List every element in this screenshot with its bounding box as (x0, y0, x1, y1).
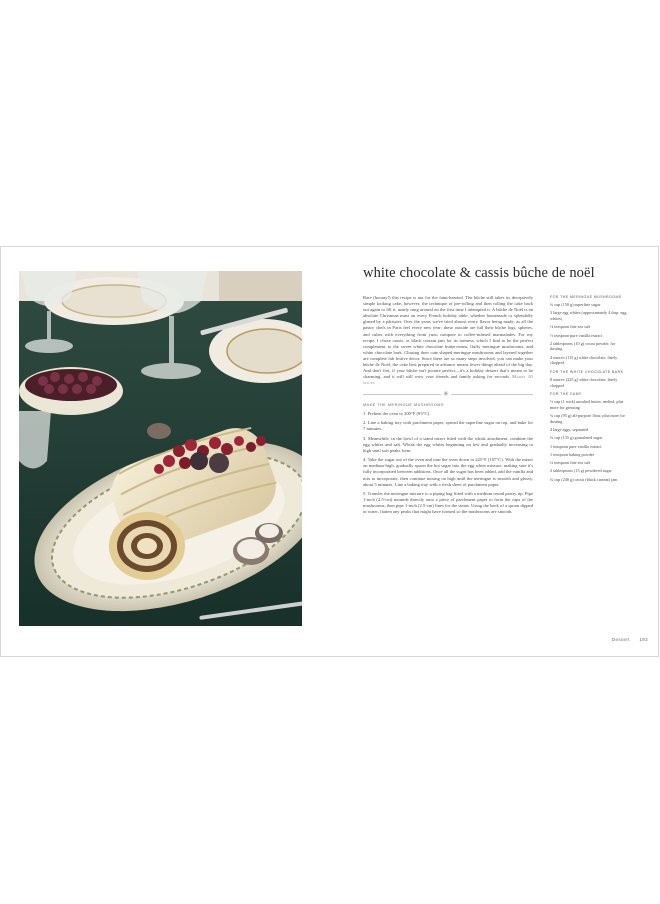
recipe-intro (363, 295, 533, 386)
recipe-body (363, 295, 533, 519)
ingredient-item: ¾ cup (95 g) all-purpose flour, plus more for dusting (550, 413, 625, 424)
ingredient-group (550, 370, 628, 388)
ingredient-item: 3 large egg whites (approximately 4 tbsp. egg whites) (550, 310, 627, 321)
ingredients-column (550, 295, 628, 486)
ingredient-item: ½ cup (1 stick) unsalted butter, melted, plus more for greasing (550, 399, 624, 410)
ingredient-group-heading: FOR THE CAKE (550, 392, 582, 397)
ingredient-item: ¾ cup (135 g) granulated sugar (550, 435, 603, 441)
ingredient-group-heading: FOR THE WHITE CHOCOLATE BARK (550, 369, 624, 374)
recipe-photo (19, 271, 302, 626)
step: 4. Take the sugar out of the oven and turn the oven down to 225°F (107°C). With the mixer on medium-high, gradually spoon the hot sugar into the egg white mixture, making sure it's fully incorporated between additions. Once all the sugar has been added, add the vanilla and mix to incorporate, then continue mixing on high until the meringue is smooth and glossy, about 5 minutes. Line a baking tray with a fresh sheet of parchment paper. (363, 457, 533, 487)
ingredient-item: 4 ounces (115 g) white chocolate, finely chopped (550, 354, 618, 366)
ingredient-item: 4 large eggs, separated (550, 427, 589, 432)
step: 2. Line a baking tray with parchment paper, spread the superfine sugar on top, and bake for 7 minutes. (363, 420, 533, 432)
ingredient-group (550, 295, 628, 366)
ingredient-group-heading: FOR THE MERINGUE MUSHROOMS (550, 295, 622, 299)
ingredient-item: ½ teaspoon pure vanilla extract (550, 332, 603, 338)
section-divider (363, 390, 533, 398)
ingredient-item: ¾ cup (240 g) cassis (black currant) jam (550, 476, 618, 482)
ingredient-item: 1 teaspoon baking powder (550, 451, 595, 457)
ingredient-item: ¼ teaspoon fine sea salt (550, 460, 590, 466)
footer-section-label: Dessert (611, 637, 630, 642)
book-spread (0, 246, 659, 657)
step: 1. Preheat the oven to 200°F (93°C). (363, 410, 431, 416)
ingredient-item: 2 tablespoons (15 g) powdered sugar (550, 468, 612, 474)
section-heading: MAKE THE MERINGUE MUSHROOMS (363, 402, 444, 407)
asterisk-ornament-icon: ✳ (443, 389, 449, 398)
page-number: 193 (639, 637, 648, 642)
intro-text: Rare (hooray!) this recipe is not for the faint-hearted. The bûche still takes its deceptively simple looking cake, however, the technique of pre-rolling and then rolling the cake back out again to fill it, neatly rung around on the first time I attempted it. A bûche de Noël is an absolute Christmas must on every French holiday table, whether homemade or splendidly glazed by a pâtissier. Over the years we've tried almost every flavor being made, as all the pastry chefs in Paris feel every new year; these outside are full their bûche logs, spheres, and cubes with everything from yuzu compote to coffee-infused marmalades. For my recipe, I chose cassis, or black currant jam for its tartness, which I find to be the perfect complement to the sweet white chocolate buttercream, fluffy meringue mushrooms, and white chocolate bark. Chasing their cute shaped meringue mushrooms and layered together are complete fab festive decor. Since there are so many steps involved, you can make your bûche de Noël; the cake best prepared in advance means fewer things ahead of the big day. And don't fret, if your bûche isn't picture perfect—it's a holiday dessert that's meant to be charming, and it will still wow your friends and family asking for seconds. (363, 295, 533, 380)
recipe-title: white chocolate & cassis bûche de noël (363, 265, 595, 281)
ingredient-item: ¾ cup (150 g) superfine sugar (550, 302, 601, 308)
page-footer (604, 637, 648, 642)
buche-de-noel-image (19, 271, 302, 626)
ingredient-item: 1 teaspoon pure vanilla extract (550, 443, 602, 449)
ingredient-item: 2 tablespoons (10 g) cocoa powder, for dusting (550, 340, 616, 352)
ingredient-item: ⅛ teaspoon fine sea salt (550, 324, 590, 330)
yield-note: Makes 10 slices (363, 374, 534, 386)
ingredient-item: 8 ounces (225 g) white chocolate, finely chopped (550, 376, 618, 388)
step: 5. Transfer the meringue mixture to a piping bag fitted with a medium round pastry tip. Pipe 1-inch (2.5-cm) mounds directly onto a piece of parchment paper to form the caps of the mushrooms, then pipe 1-inch (2.5-cm) lines for the stems. Using the back of a spoon dipped in water, flatten any peaks that might have formed so the mushrooms are smooth. (363, 491, 533, 515)
ingredient-group (550, 392, 628, 482)
step: 3. Meanwhile, in the bowl of a stand mixer fitted with the whisk attachment, combine the egg whites and salt. Whisk the egg whites beginning on low and gradually increasing to high until soft peaks form. (363, 435, 533, 453)
